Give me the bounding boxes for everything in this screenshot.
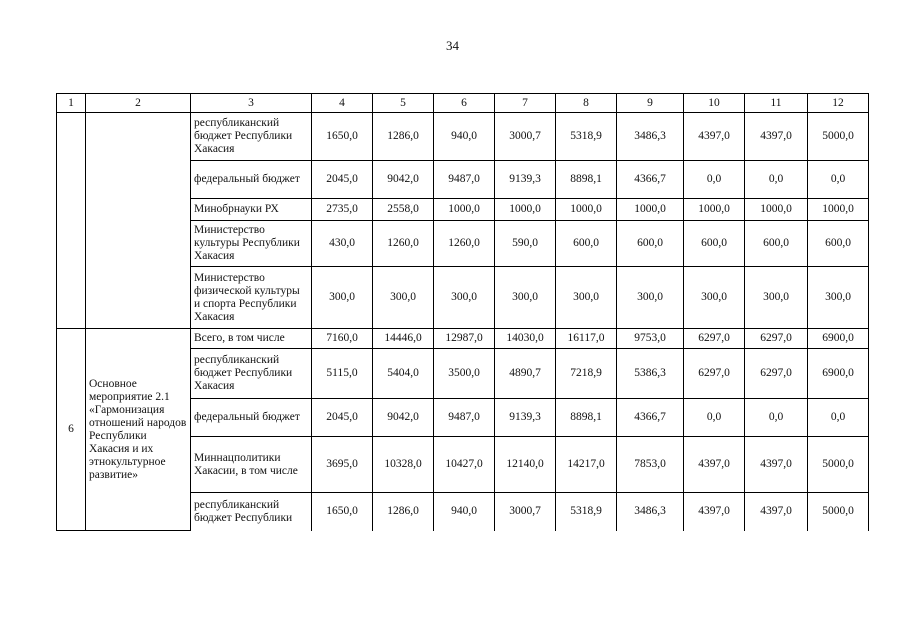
row-index-cell: 6 (57, 329, 86, 531)
value-cell-col-5: 9042,0 (373, 161, 434, 199)
funding-source-cell: Министерство физической культуры и спорта Республики Хакасия (191, 267, 312, 329)
value-cell-col-4: 7160,0 (312, 329, 373, 349)
value-cell-col-9: 3486,3 (617, 493, 684, 531)
table-header-row (57, 94, 869, 113)
value-cell-col-7: 3000,7 (495, 113, 556, 161)
value-cell-col-9: 300,0 (617, 267, 684, 329)
value-cell-col-4: 3695,0 (312, 437, 373, 493)
value-cell-col-10: 6297,0 (684, 349, 745, 399)
value-cell-col-10: 4397,0 (684, 437, 745, 493)
table-body (57, 113, 869, 531)
funding-source-cell: республиканский бюджет Республики Хакасия (191, 349, 312, 399)
value-cell-col-6: 940,0 (434, 113, 495, 161)
column-header-8: 8 (556, 94, 617, 113)
value-cell-col-12: 600,0 (808, 221, 869, 267)
value-cell-col-6: 3500,0 (434, 349, 495, 399)
value-cell-col-12: 300,0 (808, 267, 869, 329)
value-cell-col-8: 1000,0 (556, 199, 617, 221)
value-cell-col-5: 1286,0 (373, 493, 434, 531)
column-header-10: 10 (684, 94, 745, 113)
activity-name-cell (86, 113, 191, 329)
value-cell-col-12: 5000,0 (808, 493, 869, 531)
value-cell-col-7: 14030,0 (495, 329, 556, 349)
row-index-cell (57, 113, 86, 329)
value-cell-col-12: 0,0 (808, 161, 869, 199)
value-cell-col-11: 300,0 (745, 267, 808, 329)
value-cell-col-12: 6900,0 (808, 329, 869, 349)
value-cell-col-12: 5000,0 (808, 437, 869, 493)
value-cell-col-11: 1000,0 (745, 199, 808, 221)
value-cell-col-9: 4366,7 (617, 399, 684, 437)
value-cell-col-8: 5318,9 (556, 493, 617, 531)
value-cell-col-6: 300,0 (434, 267, 495, 329)
value-cell-col-11: 6297,0 (745, 329, 808, 349)
value-cell-col-4: 1650,0 (312, 493, 373, 531)
value-cell-col-9: 9753,0 (617, 329, 684, 349)
activity-name-cell: Основное мероприятие 2.1 «Гармонизация отношений народов Республики Хакасия и их этнокультурное развитие» (86, 329, 191, 531)
value-cell-col-6: 9487,0 (434, 161, 495, 199)
value-cell-col-11: 4397,0 (745, 113, 808, 161)
budget-table (56, 93, 869, 531)
value-cell-col-7: 590,0 (495, 221, 556, 267)
value-cell-col-6: 940,0 (434, 493, 495, 531)
column-header-11: 11 (745, 94, 808, 113)
value-cell-col-5: 9042,0 (373, 399, 434, 437)
value-cell-col-5: 1286,0 (373, 113, 434, 161)
value-cell-col-4: 1650,0 (312, 113, 373, 161)
column-header-1: 1 (57, 94, 86, 113)
value-cell-col-4: 300,0 (312, 267, 373, 329)
column-header-6: 6 (434, 94, 495, 113)
value-cell-col-8: 600,0 (556, 221, 617, 267)
value-cell-col-7: 9139,3 (495, 399, 556, 437)
value-cell-col-12: 0,0 (808, 399, 869, 437)
value-cell-col-6: 12987,0 (434, 329, 495, 349)
value-cell-col-6: 10427,0 (434, 437, 495, 493)
value-cell-col-8: 16117,0 (556, 329, 617, 349)
value-cell-col-5: 2558,0 (373, 199, 434, 221)
value-cell-col-10: 600,0 (684, 221, 745, 267)
value-cell-col-7: 3000,7 (495, 493, 556, 531)
value-cell-col-11: 4397,0 (745, 493, 808, 531)
funding-source-cell: республиканский бюджет Республики Хакасия (191, 113, 312, 161)
value-cell-col-8: 8898,1 (556, 399, 617, 437)
value-cell-col-12: 1000,0 (808, 199, 869, 221)
value-cell-col-10: 0,0 (684, 161, 745, 199)
value-cell-col-4: 2045,0 (312, 161, 373, 199)
column-header-4: 4 (312, 94, 373, 113)
value-cell-col-5: 300,0 (373, 267, 434, 329)
value-cell-col-11: 600,0 (745, 221, 808, 267)
value-cell-col-8: 7218,9 (556, 349, 617, 399)
column-header-5: 5 (373, 94, 434, 113)
value-cell-col-10: 1000,0 (684, 199, 745, 221)
funding-source-cell: федеральный бюджет (191, 399, 312, 437)
value-cell-col-4: 2045,0 (312, 399, 373, 437)
funding-source-cell: Миннацполитики Хакасии, в том числе (191, 437, 312, 493)
value-cell-col-4: 5115,0 (312, 349, 373, 399)
value-cell-col-9: 7853,0 (617, 437, 684, 493)
value-cell-col-5: 10328,0 (373, 437, 434, 493)
value-cell-col-10: 6297,0 (684, 329, 745, 349)
value-cell-col-8: 14217,0 (556, 437, 617, 493)
value-cell-col-10: 0,0 (684, 399, 745, 437)
column-header-9: 9 (617, 94, 684, 113)
page-number: 34 (446, 38, 459, 53)
funding-source-cell: Всего, в том числе (191, 329, 312, 349)
value-cell-col-7: 9139,3 (495, 161, 556, 199)
value-cell-col-8: 5318,9 (556, 113, 617, 161)
value-cell-col-9: 600,0 (617, 221, 684, 267)
value-cell-col-11: 0,0 (745, 399, 808, 437)
value-cell-col-7: 1000,0 (495, 199, 556, 221)
value-cell-col-10: 4397,0 (684, 113, 745, 161)
value-cell-col-11: 4397,0 (745, 437, 808, 493)
value-cell-col-12: 6900,0 (808, 349, 869, 399)
funding-source-cell: Минобрнауки РХ (191, 199, 312, 221)
funding-source-cell: республиканский бюджет Республики (191, 493, 312, 531)
column-header-2: 2 (86, 94, 191, 113)
funding-source-cell: Министерство культуры Республики Хакасия (191, 221, 312, 267)
value-cell-col-8: 300,0 (556, 267, 617, 329)
column-header-12: 12 (808, 94, 869, 113)
value-cell-col-6: 1260,0 (434, 221, 495, 267)
value-cell-col-9: 4366,7 (617, 161, 684, 199)
value-cell-col-10: 4397,0 (684, 493, 745, 531)
value-cell-col-5: 1260,0 (373, 221, 434, 267)
column-header-3: 3 (191, 94, 312, 113)
value-cell-col-4: 2735,0 (312, 199, 373, 221)
value-cell-col-7: 4890,7 (495, 349, 556, 399)
table-row (57, 113, 869, 161)
value-cell-col-6: 9487,0 (434, 399, 495, 437)
value-cell-col-4: 430,0 (312, 221, 373, 267)
value-cell-col-5: 14446,0 (373, 329, 434, 349)
value-cell-col-9: 5386,3 (617, 349, 684, 399)
column-header-7: 7 (495, 94, 556, 113)
value-cell-col-12: 5000,0 (808, 113, 869, 161)
funding-source-cell: федеральный бюджет (191, 161, 312, 199)
value-cell-col-9: 3486,3 (617, 113, 684, 161)
value-cell-col-8: 8898,1 (556, 161, 617, 199)
table-row (57, 329, 869, 349)
value-cell-col-5: 5404,0 (373, 349, 434, 399)
value-cell-col-11: 6297,0 (745, 349, 808, 399)
value-cell-col-9: 1000,0 (617, 199, 684, 221)
value-cell-col-6: 1000,0 (434, 199, 495, 221)
value-cell-col-10: 300,0 (684, 267, 745, 329)
value-cell-col-11: 0,0 (745, 161, 808, 199)
value-cell-col-7: 12140,0 (495, 437, 556, 493)
value-cell-col-7: 300,0 (495, 267, 556, 329)
